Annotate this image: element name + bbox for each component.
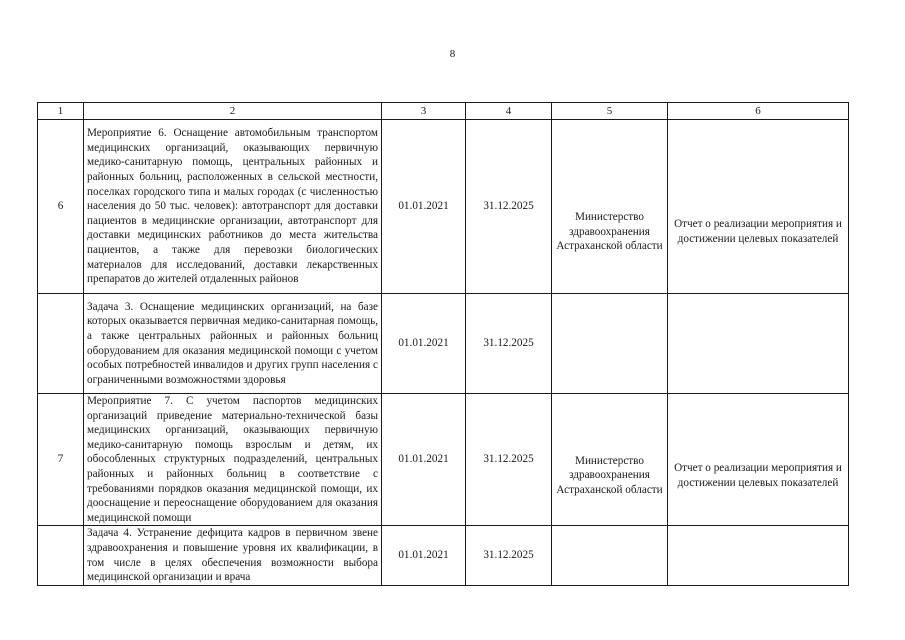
row-responsible: Министерство здравоохранения Астраханской области [556,454,663,496]
row-responsible: Министерство здравоохранения Астраханской области [556,211,663,253]
header-col-description: 2 [84,103,382,120]
header-col-start-date: 3 [382,103,466,120]
row-description: Задача 3. Оснащение медицинских организаций, на базе которых оказывается первичная медико-санитарная помощь, а также центральных районных и районных больниц оборудованием для оказания медицинской помощи с учетом особых потребностей инвалидов и других групп населения с ограниченными возможностями здоровья [84,294,382,394]
row-number: 7 [38,394,84,526]
row-start-date: 01.01.2021 [382,394,466,526]
table-row [38,394,849,526]
row-result: Отчет о реализации мероприятия и достижении целевых показателей [674,218,842,245]
row-description: Мероприятие 7. С учетом паспортов медицинских организаций приведение материально-технической базы медицинских организаций, оказывающих первичную медико-санитарную помощь взрослым и детям, их обособленных структурных подразделений, центральных районных и районных больниц в соответствие с требованиями порядков оказания медицинской помощи, их дооснащение и переоснащение оборудованием для оказания медицинской помощи [84,394,382,526]
page-number: 8 [449,48,456,60]
row-result-cell [668,526,849,585]
row-end-date: 31.12.2025 [466,294,552,394]
table-row [38,120,849,294]
header-col-number: 1 [38,103,84,120]
header-col-result: 6 [668,103,849,120]
row-result: Отчет о реализации мероприятия и достижении целевых показателей [674,462,842,489]
row-end-date: 31.12.2025 [466,526,552,585]
row-number [38,294,84,394]
header-col-responsible: 5 [552,103,668,120]
row-result-cell [668,394,849,526]
row-start-date: 01.01.2021 [382,526,466,585]
row-number: 6 [38,120,84,294]
row-start-date: 01.01.2021 [382,294,466,394]
header-col-end-date: 4 [466,103,552,120]
row-responsible-cell [552,394,668,526]
row-number [38,526,84,585]
row-description: Задача 4. Устранение дефицита кадров в первичном звене здравоохранения и повышение уровня их квалификации, в том числе в целях обеспечения возможности выбора медицинской организации и врача [84,526,382,585]
row-responsible-cell [552,120,668,294]
table-row [38,526,849,585]
row-end-date: 31.12.2025 [466,120,552,294]
table-header-row [38,103,849,120]
row-responsible-cell [552,294,668,394]
row-result-cell [668,294,849,394]
row-start-date: 01.01.2021 [382,120,466,294]
row-end-date: 31.12.2025 [466,394,552,526]
table-row [38,294,849,394]
row-description: Мероприятие 6. Оснащение автомобильным транспортом медицинских организаций, оказывающих первичную медико-санитарную помощь, центральных районных и районных больниц, расположенных в сельской местности, поселках городского типа и малых городах (с численностью населения до 50 тыс. человек): автотранспорт для доставки пациентов в медицинские организации, автотранспорт для доставки медицинских работников до места жительства пациентов, а также для перевозки биологических материалов для исследований, доставки лекарственных препаратов до жителей отдаленных районов [84,120,382,294]
row-result-cell [668,120,849,294]
row-responsible-cell [552,526,668,585]
measures-table [37,102,849,586]
